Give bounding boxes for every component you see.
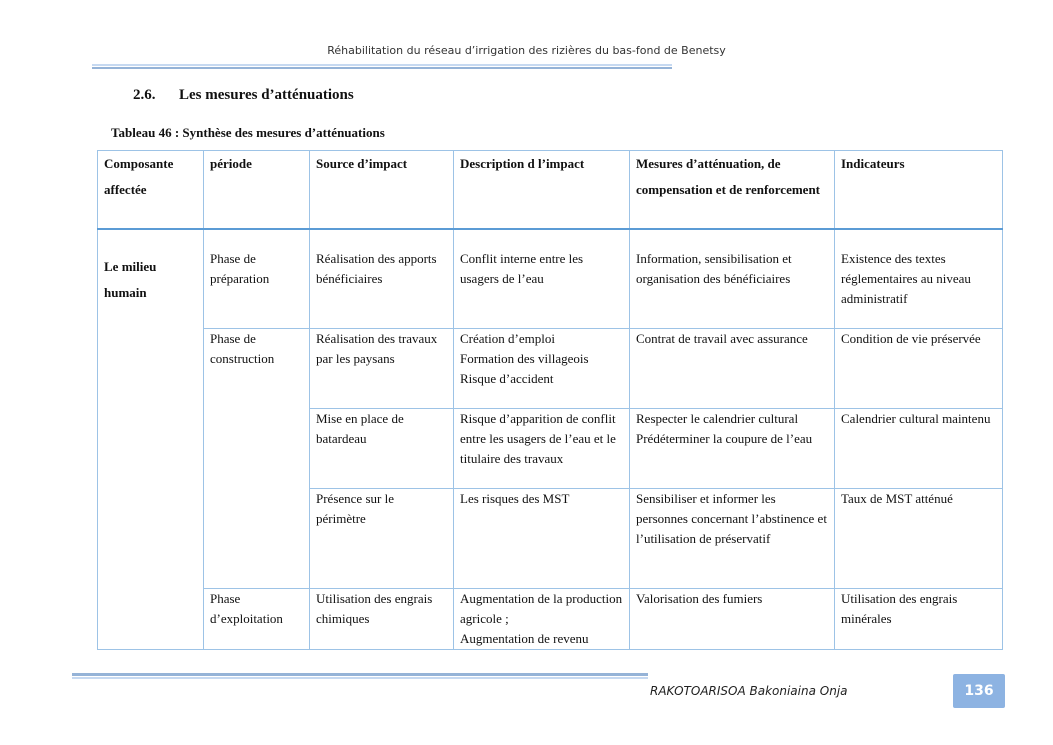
composante-cell: Le milieu humain bbox=[98, 229, 204, 650]
source-cell: Mise en place de batardeau bbox=[310, 409, 454, 489]
mesure-line: Information, sensibilisation et organisation des bénéficiaires bbox=[636, 251, 792, 286]
mesures-cell bbox=[630, 409, 835, 489]
description-cell bbox=[454, 489, 630, 589]
footer-rule bbox=[72, 673, 648, 679]
mesure-line: Valorisation des fumiers bbox=[636, 591, 763, 606]
column-header: Source d’impact bbox=[310, 151, 454, 230]
description-cell bbox=[454, 409, 630, 489]
section-title: Les mesures d’atténuations bbox=[179, 87, 354, 103]
column-header: Description d l’impact bbox=[454, 151, 630, 230]
column-header: Composante affectée bbox=[98, 151, 204, 230]
author-name: RAKOTOARISOA Bakoniaina Onja bbox=[650, 684, 848, 698]
description-line: Formation des villageois bbox=[460, 351, 589, 366]
mitigation-table bbox=[97, 150, 1003, 650]
column-header: période bbox=[204, 151, 310, 230]
section-heading bbox=[133, 87, 354, 104]
mesure-line: Prédéterminer la coupure de l’eau bbox=[636, 431, 813, 446]
table-row bbox=[98, 589, 1003, 650]
indicateur-cell: Utilisation des engrais minérales bbox=[835, 589, 1003, 650]
source-cell: Utilisation des engrais chimiques bbox=[310, 589, 454, 650]
description-line: Augmentation de revenu bbox=[460, 631, 589, 646]
mesure-line: Sensibiliser et informer les personnes concernant l’abstinence et l’utilisation de préservatif bbox=[636, 491, 827, 546]
mesures-cell bbox=[630, 329, 835, 409]
column-header: Indicateurs bbox=[835, 151, 1003, 230]
description-line: Augmentation de la production agricole ; bbox=[460, 591, 623, 626]
description-line: Risque d’apparition de conflit entre les usagers de l’eau et le titulaire des travaux bbox=[460, 411, 616, 466]
table-header-row bbox=[98, 151, 1003, 230]
table-row bbox=[98, 229, 1003, 329]
description-cell bbox=[454, 329, 630, 409]
period-cell: Phase d’exploitation bbox=[204, 589, 310, 650]
source-cell: Présence sur le périmètre bbox=[310, 489, 454, 589]
indicateur-cell: Taux de MST atténué bbox=[835, 489, 1003, 589]
indicateur-cell: Existence des textes réglementaires au niveau administratif bbox=[835, 229, 1003, 329]
indicateur-cell: Calendrier cultural maintenu bbox=[835, 409, 1003, 489]
description-cell bbox=[454, 589, 630, 650]
mesures-cell bbox=[630, 229, 835, 329]
page-number-badge: 136 bbox=[953, 674, 1005, 708]
table-row bbox=[98, 329, 1003, 409]
description-line: Les risques des MST bbox=[460, 491, 570, 506]
period-cell: Phase de préparation bbox=[204, 229, 310, 329]
mesure-line: Contrat de travail avec assurance bbox=[636, 331, 808, 346]
header-rule bbox=[92, 64, 672, 69]
description-line: Risque d’accident bbox=[460, 371, 554, 386]
source-cell: Réalisation des apports bénéficiaires bbox=[310, 229, 454, 329]
source-cell: Réalisation des travaux par les paysans bbox=[310, 329, 454, 409]
mesure-line: Respecter le calendrier cultural bbox=[636, 411, 799, 426]
column-header: Mesures d’atténuation, de compensation et de renforcement bbox=[630, 151, 835, 230]
mesures-cell bbox=[630, 489, 835, 589]
mesures-cell bbox=[630, 589, 835, 650]
indicateur-cell: Condition de vie préservée bbox=[835, 329, 1003, 409]
running-header: Réhabilitation du réseau d’irrigation des rizières du bas-fond de Benetsy bbox=[327, 44, 726, 57]
table-caption: Tableau 46 : Synthèse des mesures d’atténuations bbox=[111, 125, 385, 140]
section-number: 2.6. bbox=[133, 87, 156, 103]
description-cell bbox=[454, 229, 630, 329]
description-line: Conflit interne entre les usagers de l’eau bbox=[460, 251, 584, 286]
description-line: Création d’emploi bbox=[460, 331, 555, 346]
period-cell: Phase de construction bbox=[204, 329, 310, 589]
